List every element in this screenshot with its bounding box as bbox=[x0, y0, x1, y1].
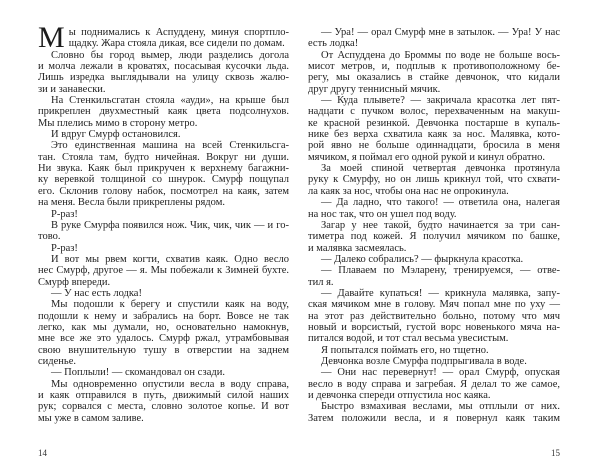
text-line: и девчонка спереди отпустила нос каяка. bbox=[308, 390, 491, 401]
text-line: и каяк отправился в путь, движимый силой наших bbox=[38, 390, 289, 401]
paragraph bbox=[38, 288, 289, 299]
paragraph bbox=[38, 129, 289, 140]
text-line: И вдруг Смурф остановился. bbox=[51, 129, 181, 141]
left-page-text bbox=[38, 21, 289, 424]
text-line: Это единственная машина на всей Стенкильсга- bbox=[51, 140, 289, 152]
page-number-left: 14 bbox=[38, 448, 47, 458]
text-line: на нос так, что он ушел под воду. bbox=[308, 208, 457, 220]
text-line: — Поплыли! — скомандовал он сзади. bbox=[51, 367, 225, 379]
paragraph bbox=[308, 265, 560, 288]
text-line: Ни звука. Каяк был прикручен к верхнему багажни- bbox=[38, 163, 289, 175]
paragraph bbox=[308, 356, 560, 367]
paragraph bbox=[308, 197, 560, 220]
text-line: От Аспуддена до Броммы по воде не больше вось- bbox=[321, 49, 560, 61]
text-line: и молча лежали в кроватях, посасывая кусочки льда. bbox=[38, 61, 289, 73]
text-line: — У нас есть лодка! bbox=[51, 287, 142, 299]
paragraph bbox=[38, 367, 289, 378]
text-line: — Куда плывете? — закричала красотка лет пят- bbox=[321, 95, 560, 107]
text-line: надцати с пучком волос, перехваченным на макуш- bbox=[308, 106, 560, 118]
paragraph bbox=[308, 401, 560, 424]
text-line: — Плаваем по Мэларену, тренируемся, — отве- bbox=[321, 265, 560, 277]
text-line: Девчонка возле Смурфа подпрыгивала в воде. bbox=[321, 355, 527, 367]
paragraph bbox=[38, 379, 289, 424]
text-line: — Они нас перевернут! — орал Смурф, опуская bbox=[321, 367, 560, 379]
text-line: Смурф впереди. bbox=[38, 276, 111, 288]
text-line: Словно бы город вымер, люди разделись догола bbox=[51, 49, 289, 61]
text-line: Р-раз! bbox=[51, 208, 78, 220]
paragraph bbox=[38, 299, 289, 367]
text-line: рук; сорвался с места, словно золотое копье. И вот bbox=[38, 401, 289, 413]
paragraph bbox=[38, 140, 289, 208]
text-line: тан. Стояла там, будто ничейная. Вокруг ни души. bbox=[38, 151, 289, 163]
text-line: — Далеко собрались? — фыркнула красотка. bbox=[321, 253, 524, 265]
text-line: ку веревкой толщиной со шнурок. Смурф пощупал bbox=[38, 174, 289, 186]
text-line: В руке Смурфа появился нож. Чик, чик, чик — и го- bbox=[51, 219, 289, 231]
text-line: на этот раз действительно больно, потому что мяч bbox=[308, 310, 560, 322]
text-line: тово. bbox=[38, 231, 61, 243]
text-line: Быстро взмахивая веслами, мы отплыли от них. bbox=[321, 401, 560, 413]
paragraph bbox=[308, 367, 560, 401]
text-line: — Давайте купаться! — крикнула малявка, запу- bbox=[321, 287, 560, 299]
text-line: на меня. Весла были прикреплены рядом. bbox=[38, 197, 225, 209]
text-line: ке красной резинкой. Девчонка постарше в купаль- bbox=[308, 117, 560, 129]
text-line: ла каяк за нос, чтобы она нас не опрокинула. bbox=[308, 185, 509, 197]
text-line: За моей спиной четвертая девчонка протянула bbox=[321, 163, 560, 175]
paragraph bbox=[38, 21, 289, 54]
paragraph bbox=[308, 220, 560, 254]
text-line: ская мячиком мне в голову. Мяч попал мне по уху — bbox=[308, 299, 560, 311]
paragraph bbox=[308, 50, 560, 95]
text-line: и малявка засмеялась. bbox=[308, 242, 407, 254]
paragraph bbox=[38, 254, 289, 288]
text-line: нес Смурф, другое — я. Мы побежали к Зимней бухте. bbox=[38, 265, 289, 277]
text-line: И вот мы рвем когти, схватив каяк. Одно весло bbox=[51, 253, 289, 265]
text-line: Я попытался поймать его, но тщетно. bbox=[321, 344, 489, 356]
text-line: регу, мы оказались в стайке девчонок, что кидали bbox=[308, 72, 560, 84]
text-line: новый и ворсистый, густой ворс новенького мяча на- bbox=[308, 321, 560, 333]
text-line: легко, как мы думали, но, основательно намокнув, bbox=[38, 321, 289, 333]
text-line: зи и занавески. bbox=[38, 83, 106, 95]
text-line: Мы одновременно опустили весла в воду справа, bbox=[51, 378, 289, 390]
paragraph bbox=[38, 50, 289, 95]
text-line: его. Склонив голову набок, посмотрел на каяк, затем bbox=[38, 185, 289, 197]
text-line: тил я. bbox=[308, 276, 334, 288]
text-line: сиденье. bbox=[38, 355, 76, 367]
paragraph bbox=[308, 163, 560, 197]
text-line: нике без верха схватила каяк за нос. Малявка, кото- bbox=[308, 129, 560, 141]
paragraph bbox=[38, 95, 289, 129]
text-line: тиметра под кожей. Я получил мячиком по башке, bbox=[308, 231, 560, 243]
text-line: Загар у нее такой, будто начинается за три сан- bbox=[321, 219, 560, 231]
text-line: ы поднимались к Аспуддену, минуя спортпло- bbox=[68, 27, 289, 38]
text-line: щадку. Жара стояла дикая, все сидели по домам. bbox=[68, 38, 285, 50]
paragraph bbox=[38, 220, 289, 243]
paragraph bbox=[308, 345, 560, 356]
text-line: свою внушительную тушу в отверстии на заднем bbox=[38, 344, 289, 356]
text-line: прикреплен двухместный каяк цвета подсолнухов. bbox=[38, 106, 289, 118]
text-line: мы уже в самом заливе. bbox=[38, 412, 144, 424]
right-page-text bbox=[308, 27, 560, 424]
paragraph bbox=[308, 27, 560, 50]
text-line: весло в воду справа и загребая. Я делал то же самое, bbox=[308, 378, 560, 390]
text-line: Лишь изредка выглядывали на улицу сквозь жалю- bbox=[38, 72, 289, 84]
text-line: подошли к нему и забрались на борт. Вовсе не так bbox=[38, 310, 289, 322]
text-line: — Ура! — орал Смурф мне в затылок. — Ура! У нас bbox=[321, 27, 560, 38]
text-line: — Да ладно, что такого! — ответила она, налегая bbox=[321, 197, 560, 209]
text-line: Мы плелись мимо в сторону метро. bbox=[38, 117, 198, 129]
text-line: Затем положили весла, и я повернул каяк таким bbox=[308, 412, 560, 424]
text-line: рой явно не больше одиннадцати, бросила в меня bbox=[308, 140, 560, 152]
text-line: Р-раз! bbox=[51, 242, 78, 254]
text-line: Мы подошли к берегу и спустили каяк на воду, bbox=[51, 299, 289, 311]
text-line: мне все же это удалось. Смурф ржал, утрамбовывая bbox=[38, 333, 289, 345]
paragraph bbox=[308, 95, 560, 163]
text-line: питался водой, и тот стал весьма увесистым. bbox=[308, 333, 509, 345]
text-line: мисот метров, и, подплыв к противоположному бе- bbox=[308, 61, 560, 73]
paragraph bbox=[38, 209, 289, 220]
drop-cap: М bbox=[38, 21, 65, 54]
paragraph bbox=[38, 243, 289, 254]
text-line: мячиком, я поймал его одной рукой и кинул обратно. bbox=[308, 151, 545, 163]
text-line: есть лодка! bbox=[308, 38, 359, 50]
text-line: друг другу теннисный мячик. bbox=[308, 83, 441, 95]
paragraph bbox=[308, 288, 560, 345]
paragraph bbox=[308, 254, 560, 265]
book-spread bbox=[38, 21, 560, 424]
text-line: руку к Смурфу, но он лишь крикнул той, что схвати- bbox=[308, 174, 560, 186]
text-line: На Стенкильсгатан стояла «ауди», на крыше был bbox=[51, 95, 289, 107]
page-number-right: 15 bbox=[551, 448, 560, 458]
